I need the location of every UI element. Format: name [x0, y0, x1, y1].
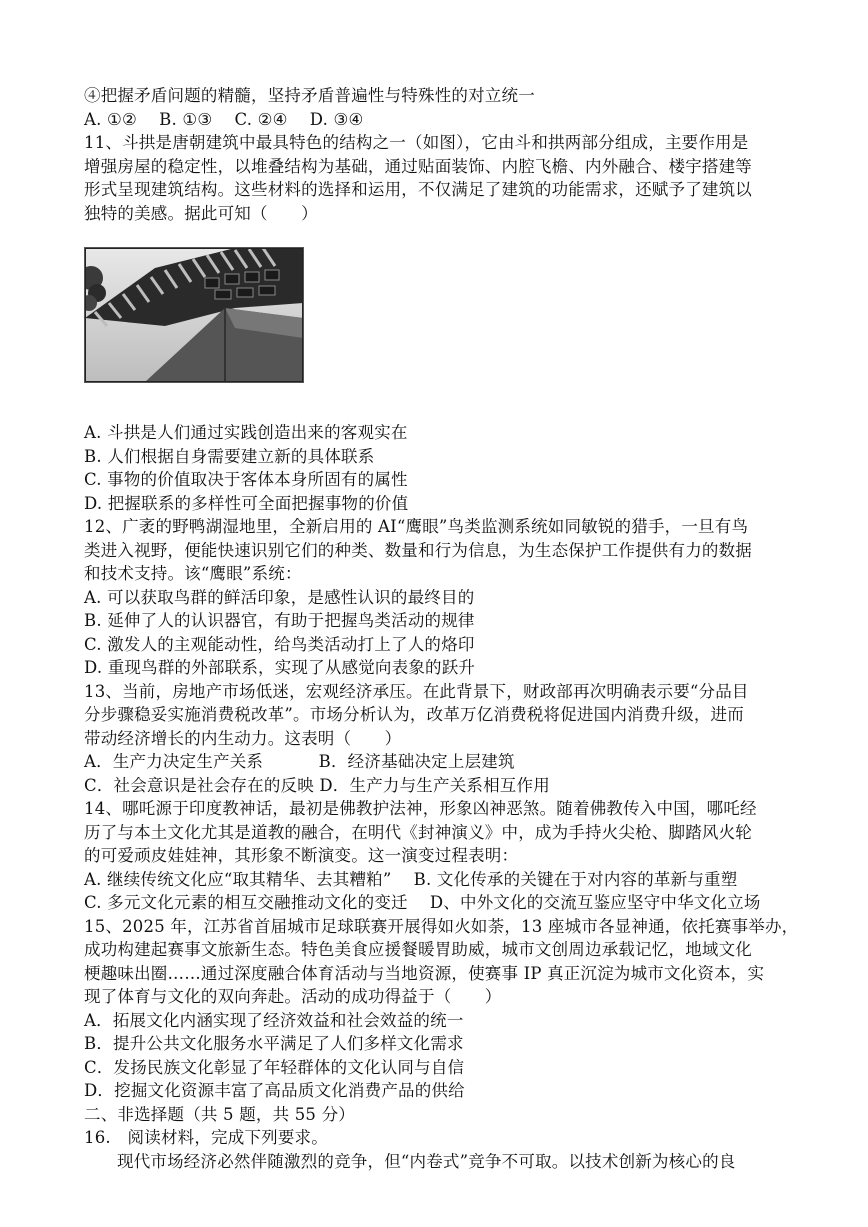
section-heading: 二、非选择题（共 5 题，共 55 分） — [84, 1104, 355, 1124]
option-c: C. 激发人的主观能动性，给鸟类活动打上了人的烙印 — [84, 634, 475, 654]
dougong-photo — [84, 247, 304, 383]
option-line: ④把握矛盾问题的精髓，坚持矛盾普遍性与特殊性的对立统一 — [84, 86, 535, 105]
options-ab: A. 继续传统文化应“取其精华、去其糟粕” B. 文化传承的关键在于对内容的革新与重塑 — [84, 869, 738, 889]
question-text: 15、2025 年，江苏省首届城市足球联赛开展得如火如荼，13 座城市各显神通，依托赛事举办， — [84, 916, 799, 936]
option-b: B．提升公共文化服务水平满足了人们多样文化需求 — [84, 1034, 464, 1053]
option-b: B. 人们根据自身需要建立新的具体联系 — [84, 446, 375, 466]
answer-choices: A. ①② B. ①③ C. ②④ D. ③④ — [84, 109, 364, 129]
question-text: 现了体育与文化的双向奔赴。活动的成功得益于（ ） — [84, 987, 502, 1006]
question-text: 形式呈现建筑结构。这些材料的选择和运用，不仅满足了建筑的功能需求，还赋予了建筑以 — [84, 180, 752, 199]
question-15-block — [84, 915, 799, 1103]
question-14-block — [84, 797, 790, 915]
question-13-block — [84, 680, 790, 798]
question-12-block — [84, 515, 790, 680]
question-text: 13、当前，房地产市场低迷，宏观经济承压。在此背景下，财政部再次明确表示要“分品目 — [84, 681, 749, 701]
option-d: D. 把握联系的多样性可全面把握事物的价值 — [84, 493, 409, 513]
question-11-block — [84, 84, 790, 515]
options-ab: A．生产力决定生产关系 B．经济基础决定上层建筑 — [84, 752, 515, 771]
question-text: 带动经济增长的内生动力。这表明（ ） — [84, 728, 402, 748]
options-cd: C. 多元文化元素的相互交融推动文化的变迁 D、中外文化的交流互鉴应坚守中华文化立场 — [84, 893, 761, 912]
option-a: A．拓展文化内涵实现了经济效益和社会效益的统一 — [84, 1010, 464, 1030]
option-d: D．挖掘文化资源丰富了高品质文化消费产品的供给 — [84, 1081, 465, 1100]
question-text: 11、斗拱是唐朝建筑中最具特色的结构之一（如图），它由斗和拱两部分组成，主要作用是 — [84, 133, 749, 152]
question-text: 分步骤稳妥实施消费税改革”。市场分析认为，改革万亿消费税将促进国内消费升级，进而 — [84, 705, 744, 724]
option-c: C. 事物的价值取决于客体本身所固有的属性 — [84, 470, 408, 489]
option-a: A. 斗拱是人们通过实践创造出来的客观实在 — [84, 423, 408, 442]
question-text: 成功构建起赛事文旅新生态。特色美食应援餐暖胃助威，城市文创周边承载记忆，地域文化 — [84, 940, 752, 959]
option-a: A. 可以获取鸟群的鲜活印象，是感性认识的最终目的 — [84, 587, 475, 607]
question-text: 和技术支持。该“鹰眼”系统： — [84, 564, 302, 583]
question-text: 梗趣味出圈……通过深度融合体育活动与当地资源，使赛事 IP 真正沉淀为城市文化资本，实 — [84, 963, 765, 983]
option-c: C．发扬民族文化彰显了年轻群体的文化认同与自信 — [84, 1057, 465, 1077]
dougong-illustration — [85, 248, 303, 382]
document-page — [84, 84, 799, 1173]
option-b: B. 延伸了人的认识器官，有助于把握鸟类活动的规律 — [84, 611, 475, 630]
option-d: D. 重现鸟群的外部联系，实现了从感觉向表象的跃升 — [84, 658, 476, 677]
material-paragraph: 现代市场经济必然伴随激烈的竞争，但“内卷式”竞争不可取。以技术创新为核心的良 — [117, 1151, 736, 1171]
question-text: 历了与本土文化尤其是道教的融合，在明代《封神演义》中，成为手持火尖枪、脚踏风火轮 — [84, 822, 752, 842]
question-text: 12、广袤的野鸭湖湿地里，全新启用的 AI“鹰眼”鸟类监测系统如同敏锐的猎手，一旦有鸟 — [84, 517, 749, 536]
question-text: 类进入视野，便能快速识别它们的种类、数量和行为信息，为生态保护工作提供有力的数据 — [84, 540, 752, 560]
options-cd: C．社会意识是社会存在的反映 D．生产力与生产关系相互作用 — [84, 775, 550, 795]
section-2-block — [84, 1103, 790, 1174]
question-text: 增强房屋的稳定性，以堆叠结构为基础，通过贴面装饰、内腔飞檐、内外融合、楼宇搭建等 — [84, 156, 752, 176]
question-text: 14、哪吒源于印度教神话，最初是佛教护法神，形象凶神恶煞。随着佛教传入中国，哪吒经 — [84, 799, 757, 818]
question-16-heading: 16. 阅读材料，完成下列要求。 — [84, 1128, 328, 1147]
question-text: 独特的美感。据此可知（ ） — [84, 203, 318, 223]
question-text: 的可爱顽皮娃娃神，其形象不断演变。这一演变过程表明： — [84, 846, 519, 865]
